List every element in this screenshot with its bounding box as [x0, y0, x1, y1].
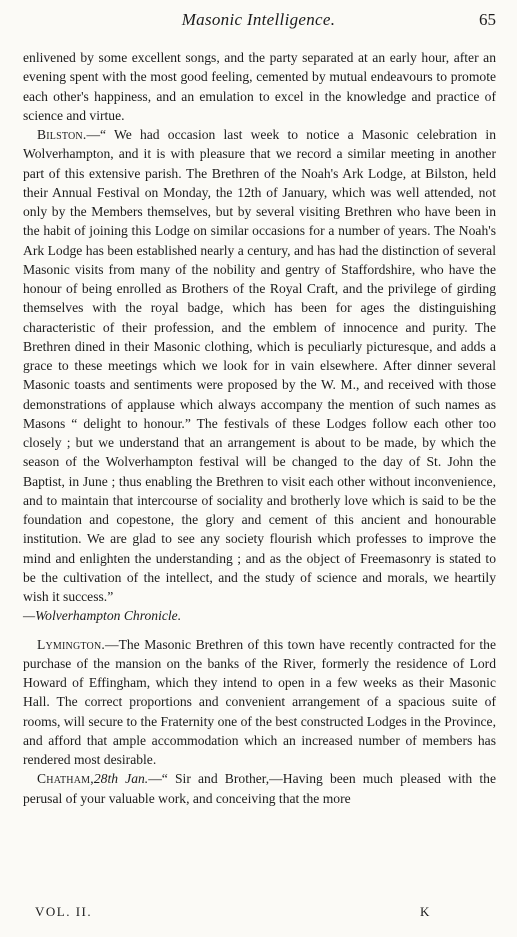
signature-mark: K	[420, 904, 430, 919]
page-body	[23, 48, 496, 808]
paragraph-chatham	[23, 769, 496, 808]
source-citation: —Wolverhampton Chronicle.	[23, 608, 182, 624]
paragraph-text: enlivened by some excellent songs, and the party separated at an early hour, after an evening spent with the most good feeling, cemented by mutual endeavours to promote each other's happiness, and an emulation to excel in the knowledge and practice of science and virtue.	[23, 50, 496, 123]
paragraph-text: —“ Sir and Brother,—Having been much pleased with the perusal of your valuable work, and conceiving that the more	[23, 771, 496, 806]
place-heading-chatham: Chatham,	[37, 771, 94, 787]
letter-date: 28th Jan.	[93, 771, 149, 787]
page-footer	[0, 904, 517, 924]
running-title: Masonic Intelligence.	[181, 10, 336, 29]
paragraph-text: —The Masonic Brethren of this town have recently contracted for the purchase of the mansion on the banks of the River, formerly the residence of Lord Howard of Effingham, which they intend to open in a few weeks as their Masonic Hall. The correct proportions and convenient arrangement of a spacious suite of rooms, will secure to the Fraternity one of the best constructed Lodges in the Province, and afford that ample accommodation which an increased number of members has rendered most desirable.	[23, 636, 496, 767]
place-heading-lymington: Lymington.	[37, 636, 105, 652]
place-heading-bilston: Bilston.	[37, 127, 87, 142]
page-header	[0, 10, 517, 34]
paragraph-bilston	[23, 125, 496, 626]
volume-label: VOL. II.	[35, 904, 93, 919]
paragraph-lymington	[23, 635, 496, 770]
page-number: 65	[479, 10, 496, 29]
paragraph-text: —“ We had occasion last week to notice a Masonic celebration in Wolverhampton, and it is with pleasure that we record a similar meeting in another part of this extensive parish. The Brethren of the Noah's Ark Lodge, at Bilston, held their Annual Festival on Monday, the 12th of January, which was well attended, not only by the Members themselves, but by several visiting Brethren who have been in the habit of joining this Lodge on similar occasions for a number of years. The Noah's Ark Lodge has been established nearly a century, and has had the distinction of several Masonic visits from many of the nobility and gentry of Staffordshire, who have the honour of being enrolled as Brothers of the Royal Craft, and the privilege of girding themselves with the royal badge, which has been for ages the distinguishing characteristic of their profession, and the emblem of innocence and purity. The Brethren dined in their Masonic clothing, which is peculiarly picturesque, and adds a grace to these meetings which we look for in vain elsewhere. After dinner several Masonic toasts and sentiments were proposed by the W. M., and received with those demonstrations of applause which always accompany the mention of such names as Masons “ delight to honour.” The festivals of these Lodges follow each other too closely ; but we understand that an arrangement is about to be made, by which the season of the Wolverhampton festival will be changed to the day of St. John the Baptist, in June ; thus enabling the Brethren to visit each other without inconvenience, and to maintain that intercourse of sociality and brotherly love which is said to be the foundation and copestone, the glory and cement of this ancient and honourable institution. We are glad to see any society flourish which professes to improve the mind and enlighten the understanding ; and as the object of Freemasonry is stated to be the cultivation of the intellect, and the study of science and morals, we heartily wish it success.”	[23, 127, 496, 604]
paragraph-continuation	[23, 48, 496, 125]
